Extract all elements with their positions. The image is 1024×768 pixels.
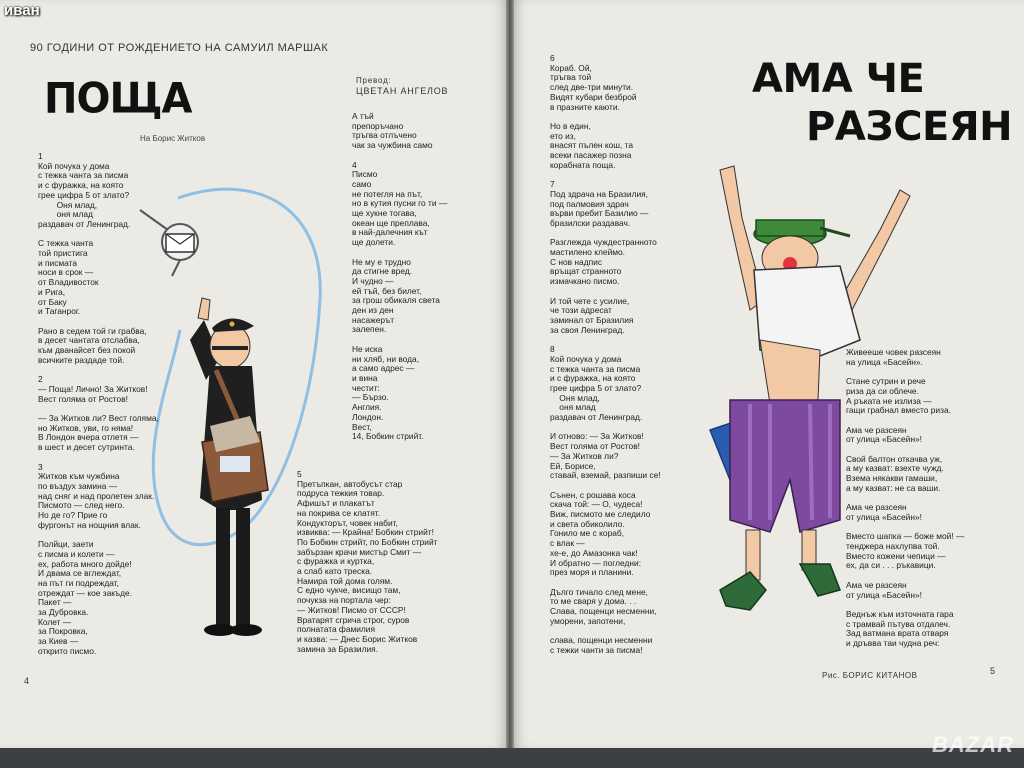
watermark-top-left: иван	[4, 2, 40, 19]
page-number-right: 5	[990, 666, 996, 676]
book-gutter	[506, 0, 514, 748]
title-word-ama-che: АМА ЧЕ	[752, 56, 925, 102]
title-word-razseyan: РАЗСЕЯН	[806, 104, 1013, 150]
poem-column-3: 5 Претъпкан, автобусът стар подруса тежкия товар. Афишът и плакатът на покрива се клатят. Кондукторът, човек набит, извиква: — Крайна! Бобкин стрийт! По Бобкин стрийт, по Бобкин стрийт забързан крачи мистър Смит — с фуражка и куртка, а слаб като треска. Намира той дома голям. С едно чукче, висищо там, почукза на портала чер: — Житков! Писмо от СССР! Вратарят сгрича строг, суров полнатата фамилия и казва: — Днес Борис Житков замина за Бразилия.	[297, 469, 438, 654]
translator-label: Превод:	[356, 76, 392, 85]
poem-column-4: 6 Кораб. Ой, тръгва той след две-три минути. Видят кубари безброй в празните каюти. Но в един, ето из, внасят пълен кош, та всеки пасажер позна корабната поща. 7 Под здрача на Бразилия, под палмовия здрач върви пребит Базилио — бразилски раздавач. Разглежда чуждестранното мастилено клеймо. С нов надпис връщат странното измачкано писмо. И той чете с усилие, че този адресат заминал от Бразилия за своя Ленинград. 8 Кой почука у дома с тежка чанта за писма и с фуражка, на която грее цифра 5 от злато? Оня млад, оня млад раздавач от Ленинград. И отново: — За Житков! Вест голяма от Ростов! — За Житков ли? Ей, Борисе, ставай, вземай, разпиши се! Сънен, с рошава коса скача той: — О, чудеса! Виж, писмото ме следило и света обиколило. Гонило ме с кораб, с влак — хе-е, до Амазонка чак! И обратно — погледни: през моря и планини. Дълго тичало след мене, то ме сваря у дома. . . Слава, пощенци несменни, уморени, запотени, слава, пощенци несменни с тежки чанти за писма!	[550, 53, 661, 655]
poem-title-line-2	[806, 104, 1012, 150]
watermark-bazar-logo: BAZAR	[932, 732, 1014, 757]
poem-column-2: А тъй препоръчано тръгва отлъчено чак за чужбина само 4 Писмо само не потегля на път, но в кутия пусни го ти — ще хукне тогава, океан ще преплава, в най-далечния кът ще долети. Не му е трудно да стигне вред. И чудно — ей тъй, без билет, за грош обикаля света ден из ден насажерът залепен. Не иска ни хляб, ни вода, а само адрес — и вина честит: — Бързо. Англия. Лондон. Вест, 14, Бобкин стрийт.	[352, 111, 448, 442]
page-number-left: 4	[24, 676, 30, 686]
dedication: На Борис Житков	[140, 134, 206, 143]
poem-column-5: Живееше човек разсеян на улица «Басейн». Стане сутрин и рече риза да си облече. А ръката не излиза — гащи грабнал вместо риза. Ама че разсеян от улица «Басейн»! Свой балтон откачва уж, а му казват: взехте чужд. Взема някакви гамаши, а му казват: не са ваши. Ама че разсеян от улица «Басейн»! Вместо шапка — боже мой! — тенджера нахлупва той. Вместо кожени чепици — ех, да си . . . ръкавици. Ама че разсеян от улица «Басейн»! Веднъж към източната гара с трамвай пътува отдалеч. Зад ватмана врата отваря и дръвва таи чудна реч:	[846, 347, 965, 649]
illustration-credit: Рис. БОРИС КИТАНОВ	[822, 671, 918, 680]
poem-title-posta: ПОЩА	[44, 74, 192, 124]
series-header: 90 ГОДИНИ ОТ РОЖДЕНИЕТО НА САМУИЛ МАРШАК	[30, 42, 329, 54]
poem-title-line-1	[752, 56, 924, 102]
poem-column-1: 1 Кой почука у дома с тежка чанта за писма и с фуражка, на която грее цифра 5 от злато? Оня млад, оня млад раздавач от Ленинград. С тежка чанта той пристига и писмата носи в срок — от Владивосток и Рига, от Баку и Таганрог. Рано в седем той ги грабва, в десет чантата отслабва, към дванайсет без покой всичките раздаде той. 2 — Поща! Лично! За Житков! Вест голяма от Ростов! — За Житков ли? Вест голяма, но Житков, уви, го няма! В Лондон вчера отлетя — в шест и десет сутринта. 3 Житков към чужбина по въздух замина — над сняг и над пролетен злак. Писмото — след него. Но де го? Прие го фургонът на нощния влак. Полйци, заети с писма и колети — ех, работа много дойде! И двама се вглеждат, на път ги подреждат, отреждат — кое закъде. Пакет — за Дубровка. Колет — за Покровка, за Киев — открито писмо.	[38, 151, 159, 656]
translator-name: ЦВЕТАН АНГЕЛОВ	[356, 86, 449, 96]
